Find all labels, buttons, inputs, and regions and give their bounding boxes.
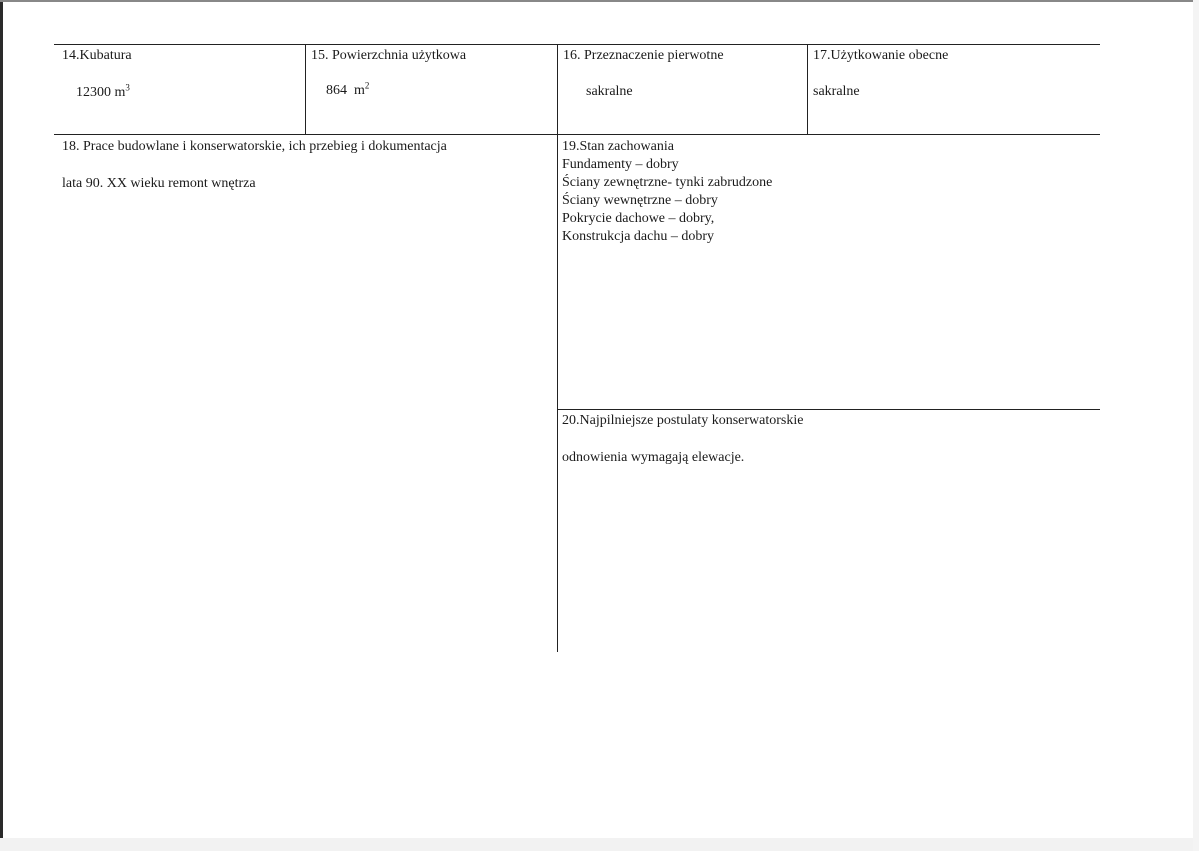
kubatura-value xyxy=(76,84,130,102)
kubatura-label: 14.Kubatura xyxy=(62,48,132,63)
stan-item-fundamenty: Fundamenty – dobry xyxy=(562,157,679,172)
uzytkowanie-value: sakralne xyxy=(813,84,860,99)
przeznaczenie-value: sakralne xyxy=(586,84,633,99)
scan-edge-bottom xyxy=(0,838,1199,851)
postulaty-value: odnowienia wymagają elewacje. xyxy=(562,450,745,465)
scan-edge-top xyxy=(0,0,1199,2)
scan-edge-right xyxy=(1193,0,1199,851)
powierzchnia-number: 864 m xyxy=(326,83,365,98)
scan-edge-left xyxy=(0,0,3,851)
prace-budowlane-label: 18. Prace budowlane i konserwatorskie, ich przebieg i dokumentacja xyxy=(62,139,447,154)
przeznaczenie-label: 16. Przeznaczenie pierwotne xyxy=(563,48,724,63)
uzytkowanie-label: 17.Użytkowanie obecne xyxy=(813,48,949,63)
kubatura-number: 12300 m xyxy=(76,85,126,100)
row1-bottom-border xyxy=(54,134,1100,135)
col-divider-16-17 xyxy=(807,44,808,135)
prace-budowlane-value: lata 90. XX wieku remont wnętrza xyxy=(62,176,256,191)
stan-zachowania-cell xyxy=(562,138,772,246)
stan-item-konstrukcja-dachu: Konstrukcja dachu – dobry xyxy=(562,229,715,244)
stan-item-pokrycie-dachowe: Pokrycie dachowe – dobry, xyxy=(562,211,715,226)
stan-zachowania-label: 19.Stan zachowania xyxy=(562,139,674,154)
postulaty-label: 20.Najpilniejsze postulaty konserwatorskie xyxy=(562,413,804,428)
col-divider-14-15 xyxy=(305,44,306,135)
kubatura-unit-exponent: 3 xyxy=(125,82,130,93)
powierzchnia-value xyxy=(326,82,369,100)
powierzchnia-unit-exponent: 2 xyxy=(364,80,370,91)
stan-item-sciany-wewnetrzne: Ściany wewnętrzne – dobry xyxy=(562,193,718,208)
c19-c20-divider xyxy=(557,409,1100,410)
powierzchnia-label: 15. Powierzchnia użytkowa xyxy=(311,48,467,63)
stan-item-sciany-zewnetrzne: Ściany zewnętrzne- tynki zabrudzone xyxy=(562,175,773,190)
table-top-border xyxy=(54,44,1100,45)
col-divider-15-16 xyxy=(557,44,558,652)
